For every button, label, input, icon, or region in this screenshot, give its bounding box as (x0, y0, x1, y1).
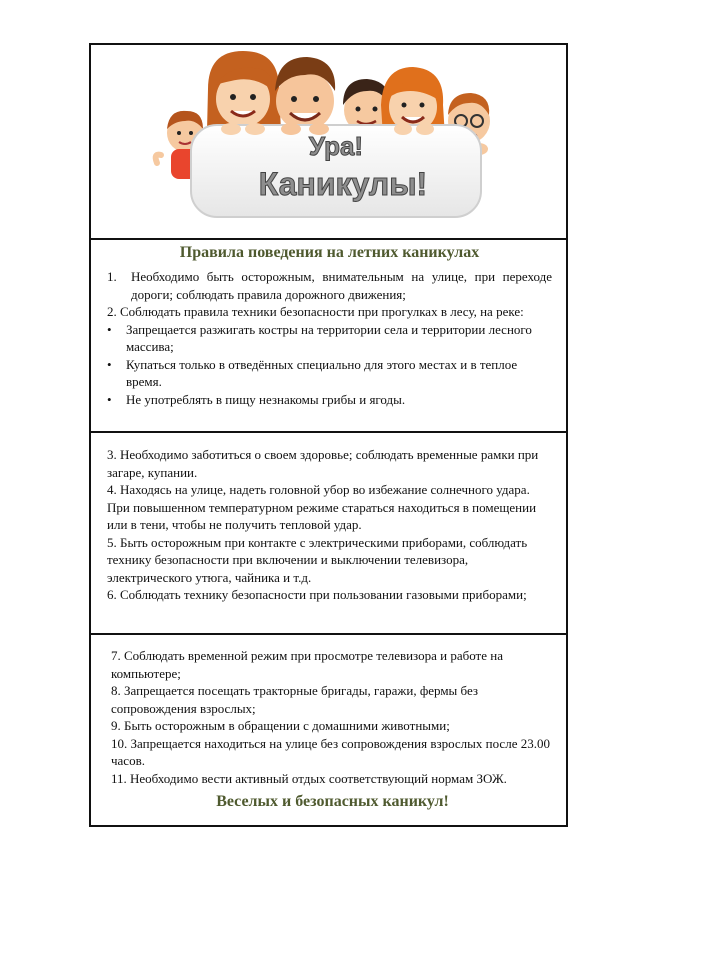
closing-wish: Веселых и безопасных каникул! (216, 793, 449, 810)
bullet-icon: • (107, 356, 112, 372)
rules-section-3 (91, 636, 566, 825)
bullet-icon: • (107, 391, 112, 407)
rules-section-1 (91, 240, 566, 431)
banner-title-line1: Ура! (308, 131, 364, 161)
rule-10: 10. Запрещается находиться на улице без сопровождения взрослых после 23.00 часов. (111, 735, 550, 768)
rule-11: 11. Необходимо вести активный отдых соответствующий нормам ЗОЖ. (111, 770, 507, 786)
rule-1 (107, 268, 552, 303)
bullet-text: Запрещается разжигать костры на территории села и территории лесного массива; (126, 321, 532, 354)
rules-section-2 (91, 434, 566, 633)
rule-3: 3. Необходимо заботиться о своем здоровье; соблюдать временные рамки при загаре, купании. (107, 447, 539, 480)
flyer-sheet (89, 43, 568, 827)
rule-7: 7. Соблюдать временной режим при просмотре телевизора и работе на компьютере; (111, 648, 503, 681)
rule-8: 8. Запрещается посещать тракторные бригады, гаражи, фермы без сопровождения взрослых; (111, 683, 479, 716)
banner-title-line2: Каникулы! (258, 166, 428, 202)
bullet-item (107, 391, 552, 409)
rules-heading: Правила поведения на летних каникулах (179, 244, 480, 261)
rule-4: 4. Находясь на улице, надеть головной убор во избежание солнечного удара. При повышенном температурном режиме стараться находиться в помещении или в тени, чтобы не получить тепловой удар. (107, 482, 537, 532)
banner (91, 45, 566, 238)
rule-2: 2. Соблюдать правила техники безопасности при прогулках в лесу, на реке: (107, 304, 524, 319)
rule-1-number: 1. (107, 269, 117, 284)
rule-1-text: Необходимо быть осторожным, внимательным на улице, при переходе дороги; соблюдать правила дорожного движения; (131, 269, 552, 302)
bullet-text: Купаться только в отведённых специально для этого местах и в теплое время. (126, 356, 518, 389)
bullet-item (107, 356, 552, 391)
rule-6: 6. Соблюдать технику безопасности при пользовании газовыми приборами; (107, 587, 527, 602)
divider (91, 431, 566, 433)
bullet-icon: • (107, 321, 112, 337)
rule-9: 9. Быть осторожным в обращении с домашними животными; (111, 718, 450, 733)
rule-5: 5. Быть осторожным при контакте с электрическими приборами, соблюдать технику безопасности при включении и выключении телевизора, электрического утюга, чайника и т.д. (107, 534, 528, 585)
bullet-text: Не употреблять в пищу незнакомы грибы и ягоды. (126, 391, 406, 407)
divider (91, 633, 566, 635)
kids-illustration (91, 45, 566, 238)
bullet-item (107, 321, 552, 356)
